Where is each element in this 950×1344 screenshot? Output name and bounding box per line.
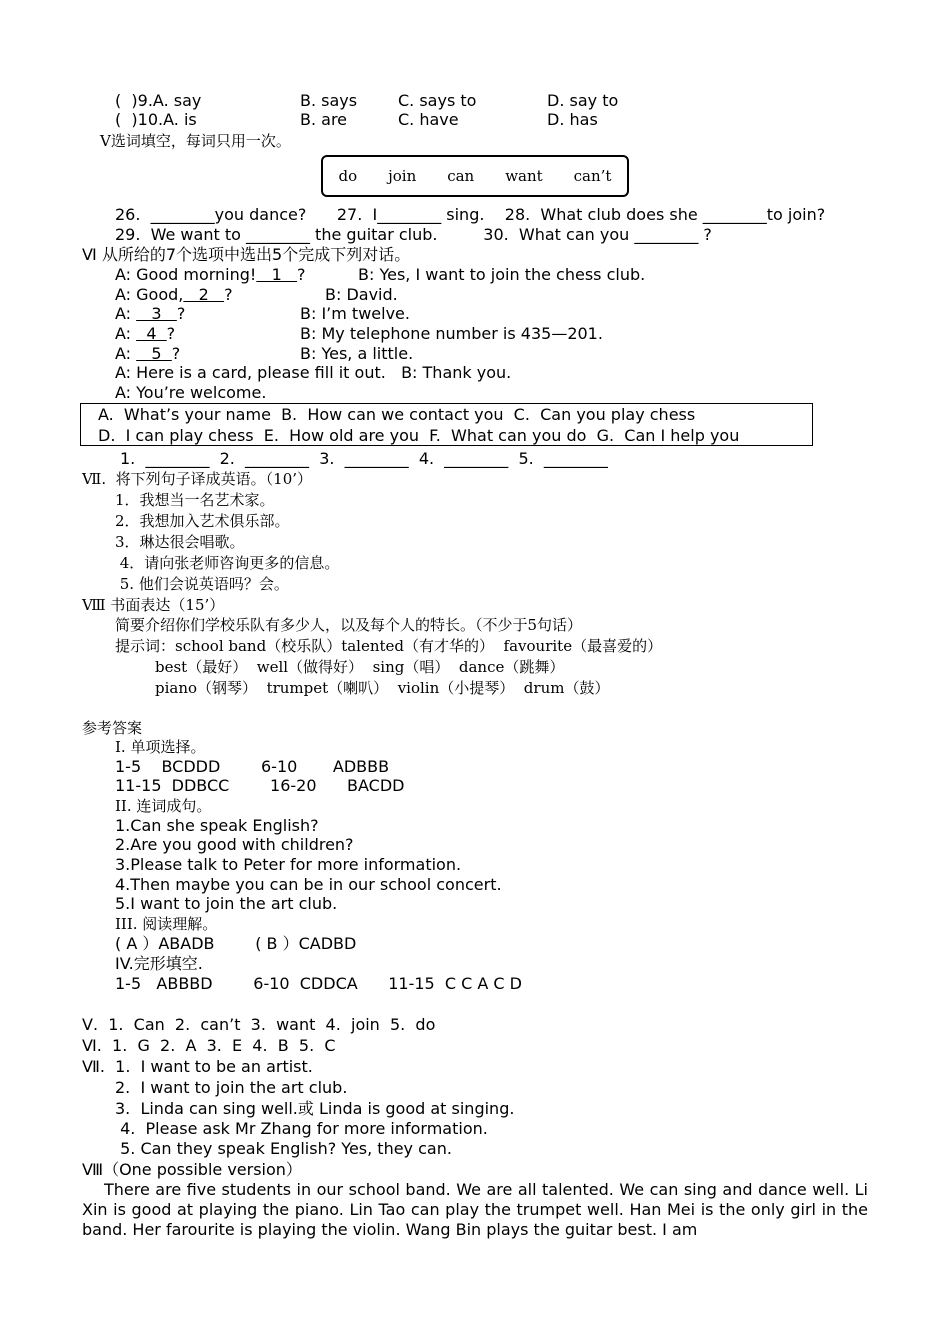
- translate-item: 5. 他们会说英语吗？会。: [115, 575, 289, 593]
- answers-line: 4. Please ask Mr Zhang for more information.: [115, 1119, 488, 1138]
- translate-item: 4．请向张老师咨询更多的信息。: [115, 554, 340, 572]
- answers-part-7: Ⅶ. 1. I want to be an artist.: [82, 1057, 313, 1076]
- answers-line: ( A ）ABADB ( B ）CADBD: [115, 934, 357, 953]
- dialog-line-4: A: 4 ?: [115, 324, 176, 343]
- hint-words-3: piano（钢琴） trumpet（喇叭） violin（小提琴） drum（鼓）: [155, 679, 610, 697]
- q9-option-c: C. says to: [398, 91, 477, 110]
- q9-option-b: B. says: [300, 91, 358, 110]
- answers-part-1: I. 单项选择。: [115, 738, 206, 756]
- q10-option-a: ( )10.A. is: [115, 110, 197, 129]
- answers-title: 参考答案: [82, 719, 143, 737]
- answers-line: 5. Can they speak English? Yes, they can.: [115, 1139, 452, 1158]
- answers-line: 2.Are you good with children?: [115, 835, 354, 854]
- dialog-line-3: A: 3 ?: [115, 304, 186, 323]
- translate-item: 2．我想加入艺术俱乐部。: [115, 512, 290, 530]
- dialog-line-1: A: Good morning! 1 ?: [115, 265, 306, 284]
- dialog-reply-3: B: I’m twelve.: [300, 304, 410, 323]
- answers-part-4: IV.完形填空.: [115, 954, 203, 973]
- dialog-line-5: A: 5 ?: [115, 344, 181, 363]
- hint-words-2: best（最好） well（做得好） sing（唱） dance（跳舞）: [155, 658, 565, 676]
- dialog-reply-4: B: My telephone number is 435—201.: [300, 324, 603, 343]
- section-6-title: Ⅵ 从所给的7个选项中选出5个完成下列对话。: [82, 245, 411, 264]
- dialog-line-6: A: Here is a card, please fill it out. B: Thank you.: [115, 363, 512, 382]
- dialog-reply-5: B: Yes, a little.: [300, 344, 414, 363]
- section-8-title: Ⅷ 书面表达（15’）: [82, 596, 225, 614]
- answers-part-5: Ⅴ. 1. Can 2. can’t 3. want 4. join 5. do: [82, 1015, 436, 1034]
- answers-line: 5.I want to join the art club.: [115, 894, 338, 913]
- section-7-title: Ⅶ. 将下列句子译成英语。（10’）: [82, 470, 313, 488]
- dialog-reply-1: B: Yes, I want to join the chess club.: [358, 265, 646, 284]
- dialog-line-7: A: You’re welcome.: [115, 383, 267, 402]
- answers-part-8: Ⅷ（One possible version）: [82, 1160, 302, 1179]
- word-bank-item: do: [338, 167, 358, 185]
- writing-task: 简要介绍你们学校乐队有多少人，以及每个人的特长。（不少于5句话）: [115, 616, 583, 634]
- section-5-title: Ⅴ选词填空，每词只用一次。: [100, 132, 291, 150]
- answers-line: 1-5 BCDDD 6-10 ADBBB: [115, 757, 390, 776]
- answers-part-6: Ⅵ. 1. G 2. A 3. E 4. B 5. C: [82, 1036, 336, 1055]
- options-line-2: D. I can play chess E. How old are you F. What can you do G. Can I help you: [98, 426, 740, 445]
- sample-essay: There are five students in our school band. We are all talented. We can sing and dance well. Li Xin is good at playing the piano. Lin Tao can play the trumpet well. Han Mei is the only girl in the band. Her farourite is playing the violin. Wang Bin plays the guitar best. I am: [82, 1180, 874, 1239]
- word-bank-item: want: [505, 167, 543, 185]
- answers-line: 2. I want to join the art club.: [115, 1078, 348, 1097]
- word-bank-item: can: [447, 167, 475, 185]
- answers-line: 1-5 ABBBD 6-10 CDDCA 11-15 C C A C D: [115, 974, 522, 993]
- answer-blanks: 1. ________ 2. ________ 3. ________ 4. ________ 5. ________: [120, 449, 608, 468]
- word-bank-item: can’t: [573, 167, 612, 185]
- fill-line-1: 26. ________you dance? 27. I________ sing. 28. What club does she ________to join?: [115, 205, 826, 224]
- translate-item: 1．我想当一名艺术家。: [115, 491, 275, 509]
- q10-option-c: C. have: [398, 110, 459, 129]
- answers-part-2: II. 连词成句。: [115, 797, 212, 815]
- answers-line: 4.Then maybe you can be in our school concert.: [115, 875, 502, 894]
- answers-part-3: III. 阅读理解。: [115, 915, 218, 933]
- q9-option-a: ( )9.A. say: [115, 91, 202, 110]
- hint-words-1: 提示词：school band（校乐队）talented（有才华的） favourite（最喜爱的）: [115, 637, 663, 655]
- word-bank-item: join: [388, 167, 417, 185]
- answers-line: 11-15 DDBCC 16-20 BACDD: [115, 776, 405, 795]
- q10-option-b: B. are: [300, 110, 348, 129]
- dialog-reply-2: B: David.: [325, 285, 398, 304]
- answers-line: 3.Please talk to Peter for more information.: [115, 855, 462, 874]
- answers-line: 1.Can she speak English?: [115, 816, 319, 835]
- q10-option-d: D. has: [547, 110, 598, 129]
- fill-line-2: 29. We want to ________ the guitar club. 30. What can you ________ ?: [115, 225, 712, 244]
- word-bank-box: [321, 155, 629, 197]
- q9-option-d: D. say to: [547, 91, 619, 110]
- dialog-line-2: A: Good, 2 ?: [115, 285, 233, 304]
- answers-line: 3. Linda can sing well.或 Linda is good at singing.: [115, 1099, 515, 1118]
- translate-item: 3．琳达很会唱歌。: [115, 533, 245, 551]
- options-line-1: A. What’s your name B. How can we contact you C. Can you play chess: [98, 405, 696, 424]
